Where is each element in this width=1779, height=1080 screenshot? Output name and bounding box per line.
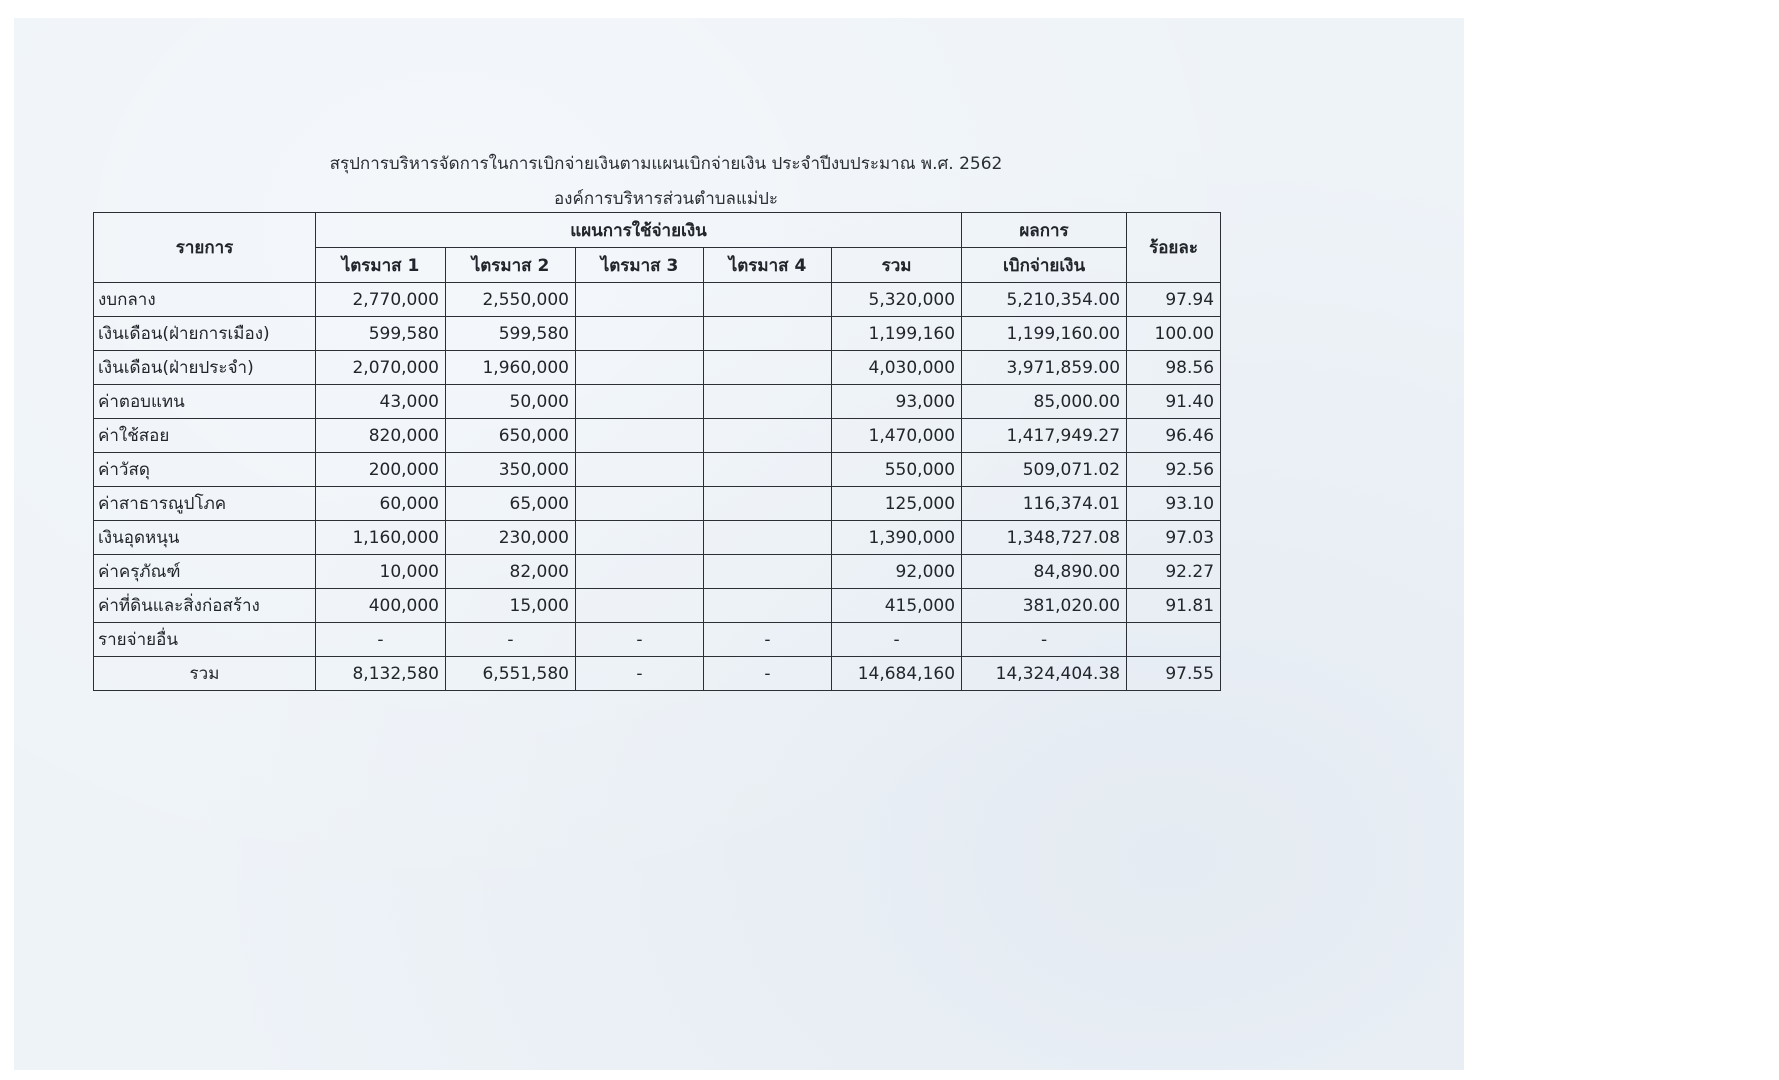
row-sum: 550,000 — [832, 453, 962, 487]
row-sum: - — [832, 623, 962, 657]
row-percent: 97.03 — [1127, 521, 1221, 555]
row-disbursed: 1,417,949.27 — [962, 419, 1127, 453]
row-item: งบกลาง — [94, 283, 316, 317]
row-q1: - — [316, 623, 446, 657]
row-item: ค่าครุภัณฑ์ — [94, 555, 316, 589]
row-disbursed: 381,020.00 — [962, 589, 1127, 623]
row-q2: - — [446, 623, 576, 657]
row-q4 — [704, 385, 832, 419]
header-q1: ไตรมาส 1 — [316, 248, 446, 283]
row-q2: 350,000 — [446, 453, 576, 487]
document-title: สรุปการบริหารจัดการในการเบิกจ่ายเงินตามแผนเบิกจ่ายเงิน ประจำปีงบประมาณ พ.ศ. 2562 — [329, 154, 1003, 174]
row-disbursed: 5,210,354.00 — [962, 283, 1127, 317]
row-q2: 65,000 — [446, 487, 576, 521]
row-q4 — [704, 487, 832, 521]
table-row — [94, 385, 1221, 419]
row-item: ค่าสาธารณูปโภค — [94, 487, 316, 521]
row-q2: 2,550,000 — [446, 283, 576, 317]
row-q3 — [576, 589, 704, 623]
total-q4: - — [704, 657, 832, 691]
row-item: เงินเดือน(ฝ่ายประจำ) — [94, 351, 316, 385]
table-row — [94, 419, 1221, 453]
row-percent: 100.00 — [1127, 317, 1221, 351]
disbursement-summary-table — [93, 212, 1221, 691]
row-q1: 200,000 — [316, 453, 446, 487]
total-q2: 6,551,580 — [446, 657, 576, 691]
row-q3 — [576, 283, 704, 317]
row-q3 — [576, 521, 704, 555]
row-q4 — [704, 521, 832, 555]
total-sum: 14,684,160 — [832, 657, 962, 691]
row-q3 — [576, 555, 704, 589]
header-row-1 — [94, 213, 1221, 248]
header-result-group: ผลการ — [962, 213, 1127, 248]
row-item: ค่าวัสดุ — [94, 453, 316, 487]
row-percent: 91.40 — [1127, 385, 1221, 419]
total-q3: - — [576, 657, 704, 691]
row-q2: 230,000 — [446, 521, 576, 555]
row-q1: 2,070,000 — [316, 351, 446, 385]
row-q1: 820,000 — [316, 419, 446, 453]
row-q4 — [704, 589, 832, 623]
row-q3 — [576, 351, 704, 385]
table-row — [94, 589, 1221, 623]
row-item: เงินเดือน(ฝ่ายการเมือง) — [94, 317, 316, 351]
row-item: รายจ่ายอื่น — [94, 623, 316, 657]
header-q2: ไตรมาส 2 — [446, 248, 576, 283]
row-q4 — [704, 419, 832, 453]
row-q3 — [576, 453, 704, 487]
row-q4: - — [704, 623, 832, 657]
row-q3 — [576, 385, 704, 419]
table-row — [94, 623, 1221, 657]
table-row — [94, 317, 1221, 351]
row-q3 — [576, 317, 704, 351]
row-q2: 50,000 — [446, 385, 576, 419]
table-row — [94, 283, 1221, 317]
row-sum: 415,000 — [832, 589, 962, 623]
row-q1: 2,770,000 — [316, 283, 446, 317]
row-percent: 98.56 — [1127, 351, 1221, 385]
row-disbursed: 1,348,727.08 — [962, 521, 1127, 555]
row-disbursed: 1,199,160.00 — [962, 317, 1127, 351]
row-q4 — [704, 317, 832, 351]
row-q1: 599,580 — [316, 317, 446, 351]
total-item: รวม — [94, 657, 316, 691]
table-row — [94, 453, 1221, 487]
row-q1: 43,000 — [316, 385, 446, 419]
row-q4 — [704, 351, 832, 385]
row-disbursed: 3,971,859.00 — [962, 351, 1127, 385]
row-percent — [1127, 623, 1221, 657]
row-q4 — [704, 555, 832, 589]
row-q3 — [576, 487, 704, 521]
total-disbursed: 14,324,404.38 — [962, 657, 1127, 691]
row-sum: 1,470,000 — [832, 419, 962, 453]
organization-name: องค์การบริหารส่วนตำบลแม่ปะ — [553, 189, 779, 209]
row-percent: 92.27 — [1127, 555, 1221, 589]
row-q1: 400,000 — [316, 589, 446, 623]
row-sum: 5,320,000 — [832, 283, 962, 317]
header-percent: ร้อยละ — [1127, 213, 1221, 283]
header-plan-group: แผนการใช้จ่ายเงิน — [316, 213, 962, 248]
row-q3 — [576, 419, 704, 453]
row-q2: 82,000 — [446, 555, 576, 589]
total-row — [94, 657, 1221, 691]
row-item: ค่าใช้สอย — [94, 419, 316, 453]
row-q2: 1,960,000 — [446, 351, 576, 385]
row-percent: 92.56 — [1127, 453, 1221, 487]
row-disbursed: 85,000.00 — [962, 385, 1127, 419]
table-row — [94, 351, 1221, 385]
row-item: เงินอุดหนุน — [94, 521, 316, 555]
row-disbursed: 116,374.01 — [962, 487, 1127, 521]
row-q4 — [704, 453, 832, 487]
row-percent: 93.10 — [1127, 487, 1221, 521]
row-disbursed: 509,071.02 — [962, 453, 1127, 487]
row-q1: 10,000 — [316, 555, 446, 589]
row-q2: 15,000 — [446, 589, 576, 623]
row-q2: 650,000 — [446, 419, 576, 453]
header-sum: รวม — [832, 248, 962, 283]
row-percent: 91.81 — [1127, 589, 1221, 623]
row-q1: 60,000 — [316, 487, 446, 521]
row-q2: 599,580 — [446, 317, 576, 351]
table-row — [94, 555, 1221, 589]
row-percent: 96.46 — [1127, 419, 1221, 453]
total-q1: 8,132,580 — [316, 657, 446, 691]
row-q3: - — [576, 623, 704, 657]
row-sum: 1,199,160 — [832, 317, 962, 351]
header-q4: ไตรมาส 4 — [704, 248, 832, 283]
row-disbursed: 84,890.00 — [962, 555, 1127, 589]
row-sum: 93,000 — [832, 385, 962, 419]
table-row — [94, 521, 1221, 555]
row-item: ค่าที่ดินและสิ่งก่อสร้าง — [94, 589, 316, 623]
row-item: ค่าตอบแทน — [94, 385, 316, 419]
header-item: รายการ — [94, 213, 316, 283]
header-disbursed: เบิกจ่ายเงิน — [962, 248, 1127, 283]
row-disbursed: - — [962, 623, 1127, 657]
row-sum: 1,390,000 — [832, 521, 962, 555]
row-percent: 97.94 — [1127, 283, 1221, 317]
total-percent: 97.55 — [1127, 657, 1221, 691]
row-q4 — [704, 283, 832, 317]
row-sum: 125,000 — [832, 487, 962, 521]
row-q1: 1,160,000 — [316, 521, 446, 555]
table-row — [94, 487, 1221, 521]
row-sum: 92,000 — [832, 555, 962, 589]
row-sum: 4,030,000 — [832, 351, 962, 385]
header-q3: ไตรมาส 3 — [576, 248, 704, 283]
